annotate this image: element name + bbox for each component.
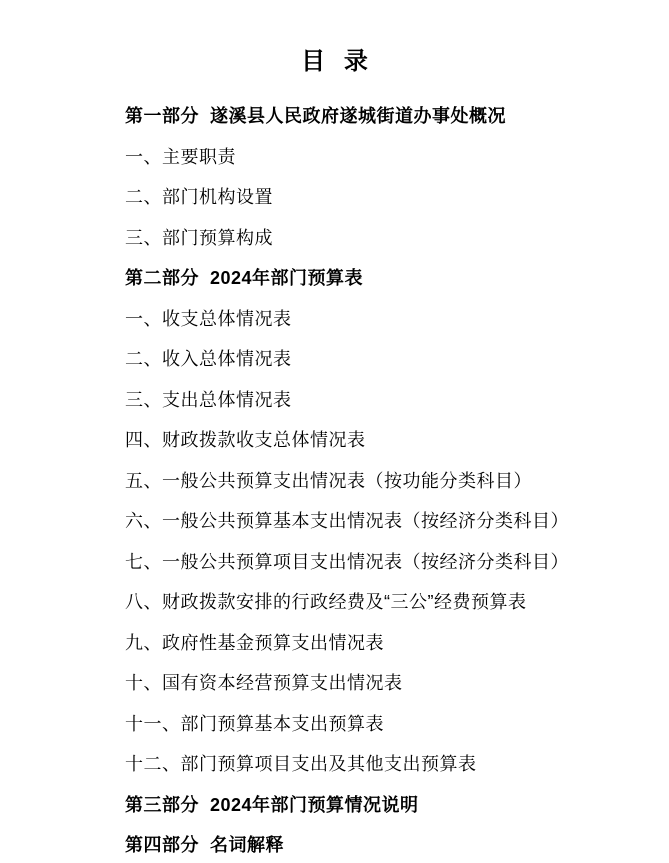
toc-item: 九、政府性基金预算支出情况表 xyxy=(125,632,384,653)
toc-item: 五、一般公共预算支出情况表（按功能分类科目） xyxy=(125,470,532,491)
toc-item: 一、主要职责 xyxy=(125,146,236,167)
page-title: 目 录 xyxy=(301,48,368,75)
toc-item: 一、收支总体情况表 xyxy=(125,308,292,329)
toc-item: 四、财政拨款收支总体情况表 xyxy=(125,430,366,451)
toc-item: 十、国有资本经营预算支出情况表 xyxy=(125,673,403,694)
toc-item: 十一、部门预算基本支出预算表 xyxy=(125,713,384,734)
toc-item: 七、一般公共预算项目支出情况表（按经济分类科目） xyxy=(125,551,569,572)
toc-section-heading: 第一部分 遂溪县人民政府遂城街道办事处概况 xyxy=(125,106,506,127)
toc-item: 二、收入总体情况表 xyxy=(125,349,292,370)
toc-section-heading: 第三部分 2024年部门预算情况说明 xyxy=(125,794,419,815)
toc-item: 六、一般公共预算基本支出情况表（按经济分类科目） xyxy=(125,511,569,532)
toc-item: 三、部门预算构成 xyxy=(125,227,273,248)
toc-section-heading: 第四部分 名词解释 xyxy=(125,835,285,856)
toc-list xyxy=(125,95,649,863)
toc-section-heading: 第二部分 2024年部门预算表 xyxy=(125,268,364,289)
toc-item: 二、部门机构设置 xyxy=(125,187,273,208)
toc-item: 十二、部门预算项目支出及其他支出预算表 xyxy=(125,754,477,775)
toc-item: 八、财政拨款安排的行政经费及“三公”经费预算表 xyxy=(125,592,527,613)
toc-item: 三、支出总体情况表 xyxy=(125,389,292,410)
